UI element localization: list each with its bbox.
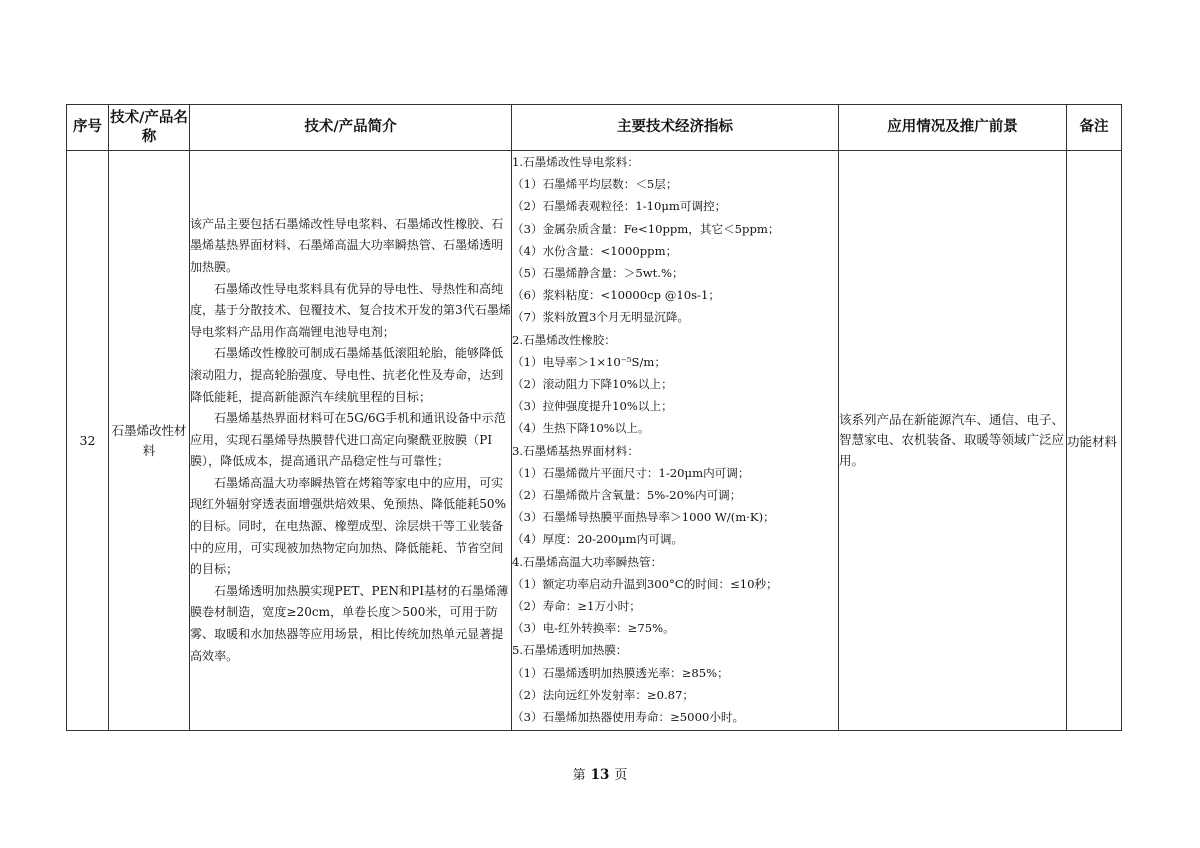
page-number: [0, 764, 1200, 783]
indicator-item: （3）电-红外转换率：≥75%。: [512, 621, 675, 636]
indicator-item: （1）石墨烯平均层数：＜5层；: [512, 177, 678, 192]
page-prefix: 第: [572, 768, 586, 783]
intro-paragraph: 该产品主要包括石墨烯改性导电浆料、石墨烯改性橡胶、石墨烯基热界面材料、石墨烯高温大功率瞬热管、石墨烯透明加热膜。: [190, 216, 504, 274]
indicator-item: （3）石墨烯加热器使用寿命：≥5000小时。: [512, 710, 745, 725]
col-header-remark: 备注: [1067, 105, 1122, 151]
indicator-item: （7）浆料放置3个月无明显沉降。: [512, 310, 690, 325]
application-prospect: 该系列产品在新能源汽车、通信、电子、智慧家电、农机装备、取暖等领域广泛应用。: [839, 151, 1067, 731]
indicator-item: （5）石墨烯静含量：＞5wt.%；: [512, 266, 684, 281]
indicator-item: （4）水份含量：<1000ppm；: [512, 243, 678, 258]
technology-table: [66, 104, 1122, 731]
indicator-item: （3）石墨烯导热膜平面热导率＞1000 W/(m·K)；: [512, 510, 775, 525]
col-header-indicators: 主要技术经济指标: [512, 105, 839, 151]
indicator-item: （4）生热下降10%以上。: [512, 421, 650, 436]
col-header-name: 技术/产品名称: [109, 105, 190, 151]
indicator-item: （3）拉伸强度提升10%以上；: [512, 399, 673, 414]
row-number: 32: [67, 151, 109, 731]
intro-paragraph: 石墨烯透明加热膜实现PET、PEN和PI基材的石墨烯薄膜卷材制造，宽度≥20cm，单卷长度＞500米，可用于防雾、取暖和水加热器等应用场景，相比传统加热单元显著提高效率。: [190, 583, 509, 663]
remark: 功能材料: [1067, 151, 1122, 731]
indicator-item: （2）寿命：≥1万小时；: [512, 599, 641, 614]
intro-paragraph: 石墨烯高温大功率瞬热管在烤箱等家电中的应用，可实现红外辐射穿透表面增强烘焙效果、免预热、降低能耗50%的目标。同时，在电热源、橡塑成型、涂层烘干等工业装备中的应用，可实现被加热物定向加热、降低能耗、节省空间的目标；: [190, 475, 507, 577]
indicator-section-title: 4.石墨烯高温大功率瞬热管：: [512, 554, 663, 569]
indicator-section-title: 3.石墨烯基热界面材料：: [512, 443, 639, 458]
indicator-item: （2）滚动阻力下降10%以上；: [512, 377, 673, 392]
table-row: [67, 151, 1122, 731]
col-header-number: 序号: [67, 105, 109, 151]
indicator-item: （4）厚度：20-200μm内可调。: [512, 532, 684, 547]
intro-paragraph: 石墨烯改性导电浆料具有优异的导电性、导热性和高纯度，基于分散技术、包覆技术、复合技术开发的第3代石墨烯导电浆料产品用作高端锂电池导电剂；: [190, 281, 511, 339]
indicator-item: （1）电导率＞1×10⁻⁵S/m；: [512, 354, 666, 369]
col-header-intro: 技术/产品简介: [190, 105, 512, 151]
indicators-cell: [512, 151, 839, 731]
indicator-item: （1）石墨烯透明加热膜透光率：≥85%；: [512, 665, 729, 680]
indicator-item: （6）浆料粘度：<10000cp @10s-1；: [512, 288, 720, 303]
header-row: [67, 105, 1122, 151]
page-value: 13: [590, 767, 610, 783]
indicator-section-title: 1.石墨烯改性导电浆料：: [512, 155, 639, 169]
page-suffix: 页: [614, 768, 628, 783]
product-intro: [190, 151, 512, 731]
indicator-item: （1）石墨烯微片平面尺寸：1-20μm内可调；: [512, 465, 750, 480]
col-header-application: 应用情况及推广前景: [839, 105, 1067, 151]
indicator-section-title: 2.石墨烯改性橡胶：: [512, 332, 616, 347]
intro-paragraph: 石墨烯改性橡胶可制成石墨烯基低滚阻轮胎，能够降低滚动阻力，提高轮胎强度、导电性、抗老化性及寿命，达到降低能耗，提高新能源汽车续航里程的目标；: [190, 346, 504, 404]
intro-paragraph: 石墨烯基热界面材料可在5G/6G手机和通讯设备中示范应用，实现石墨烯导热膜替代进口高定向聚酰亚胺膜（PI膜），降低成本，提高通讯产品稳定性与可靠性；: [190, 411, 506, 469]
indicator-item: （3）金属杂质含量：Fe<10ppm，其它＜5ppm；: [512, 221, 780, 236]
indicator-item: （2）石墨烯表观粒径：1-10μm可调控；: [512, 199, 727, 214]
product-name: 石墨烯改性材料: [109, 151, 190, 731]
indicator-item: （1）额定功率启动升温到300°C的时间：≤10秒；: [512, 576, 778, 591]
indicator-item: （2）法向远红外发射率：≥0.87；: [512, 687, 695, 702]
indicator-item: （2）石墨烯微片含氧量：5%-20%内可调；: [512, 488, 742, 503]
indicator-section-title: 5.石墨烯透明加热膜：: [512, 643, 628, 658]
